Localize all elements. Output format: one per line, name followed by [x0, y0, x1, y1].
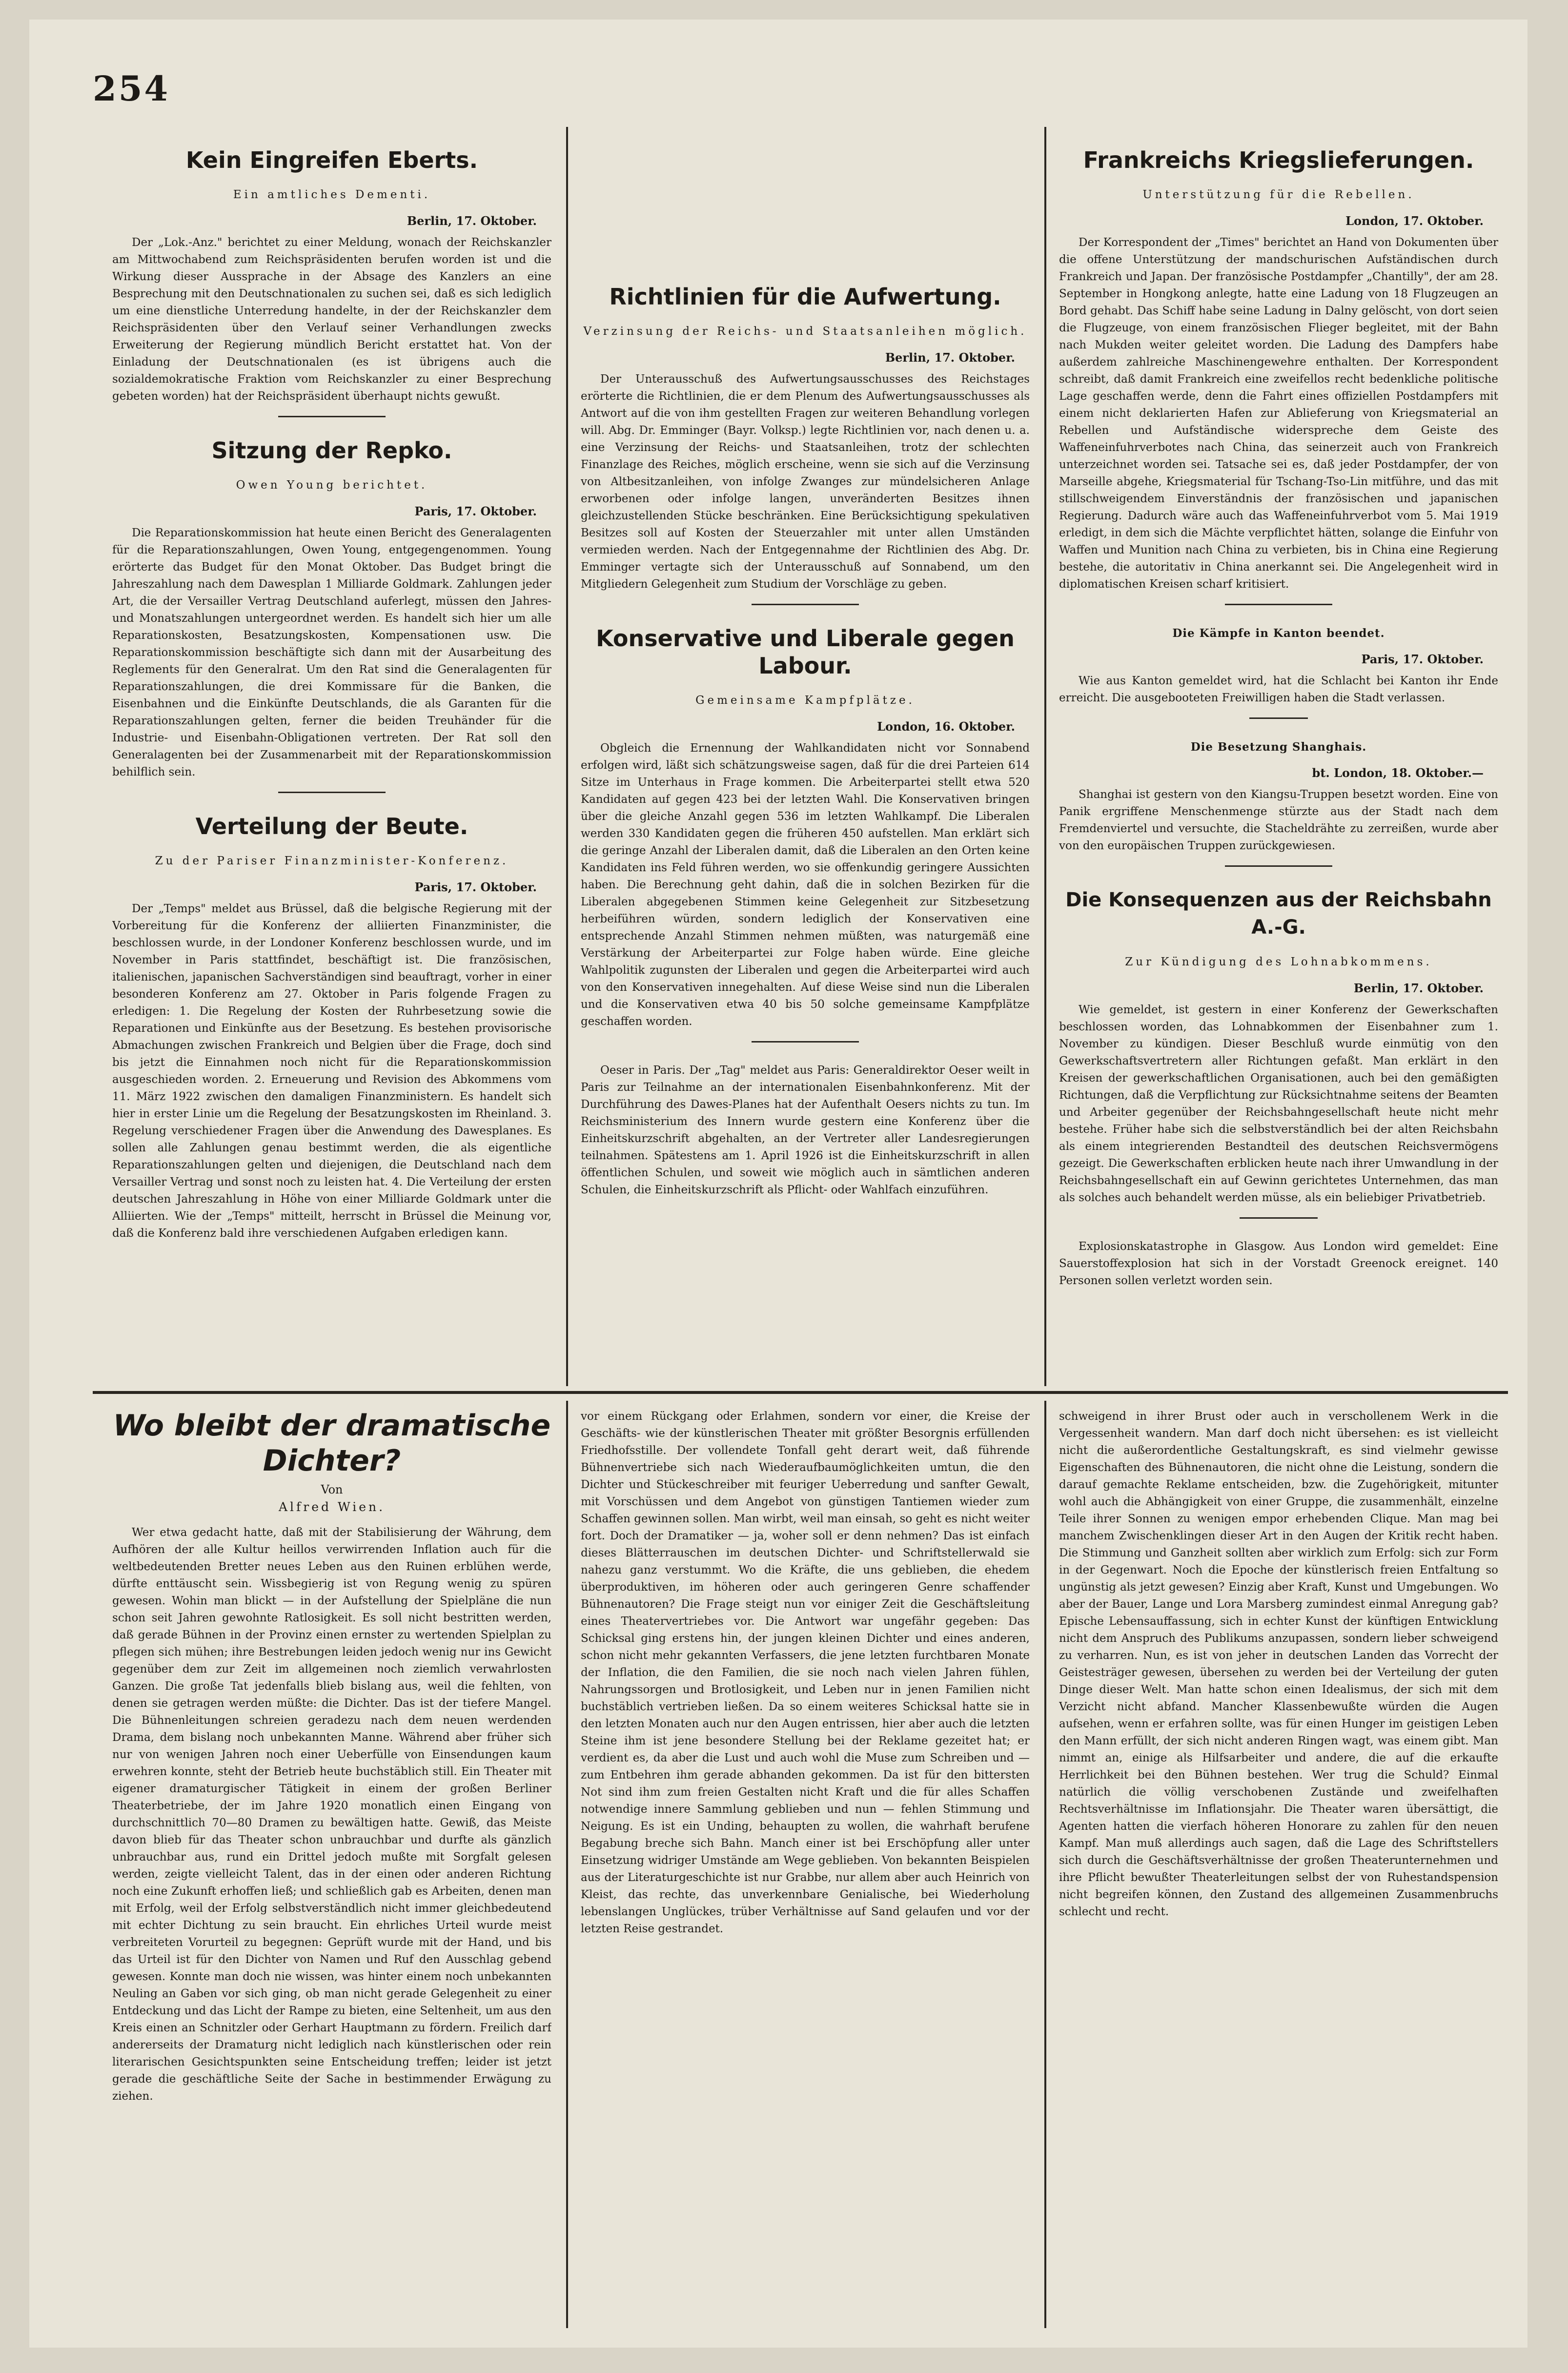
article-eberts [112, 146, 551, 405]
article-body: Der „Temps" meldet aus Brüssel, daß die belgische Regierung mit der Vorbereitung für die Konferenz der alliierten Finanzminister, die beschlossen wurde, in der Londoner Konferenz beschlossen wurde, und im November in Paris stattfindet, beschäftigt ist. Die französischen, italienischen, japanischen Sachverständigen sind beauftragt, vorher in einer besonderen Konferenz am 27. Oktober in Paris folgende Fragen zu erledigen: 1. Die Regelung der Kosten der Ruhrbesetzung sowie die Reparationen und Einkünfte aus der Besetzung. Es bestehen provisorische Abmachungen zwischen Frankreich und Belgien über die Frage, doch sind bis jetzt die Einnahmen noch nicht für die Reparationskommission ausgeschieden worden. 2. Erneuerung und Revision des Abkommens vom 11. März 1922 zwischen den damaligen Finanzministern. Es handelt sich hier in erster Linie um die Regelung der Besatzungskosten im Rheinland. 3. Regelung verschiedener Fragen über die Anwendung des Dawesplanes. Es sollen alle Zahlungen genau bestimmt werden, die als eigentliche Reparationszahlungen gelten und diejenigen, die Deutschland nach dem Versailler Vertrag und sonst noch zu leisten hat. 4. Die Verteilung der ersten deutschen Jahreszahlung in Höhe von einer Milliarde Goldmark unter die Alliierten. Wie der „Temps" mitteilt, herrscht in Brüssel die Meinung vor, daß die Konferenz bald ihre verschiedenen Aufgaben erledigen kann. [112, 902, 551, 1240]
separator [1225, 865, 1332, 867]
separator [752, 1041, 859, 1043]
column-2 [581, 137, 1030, 1386]
column-rule [1044, 127, 1046, 1386]
article-beute [112, 813, 551, 1242]
separator [1225, 604, 1332, 605]
article-body: Die Reparationskommission hat heute einen Bericht des Generalagenten für die Reparationszahlungen, Owen Young, entgegengenommen. Young erörterte das Budget für den Monat Oktober. Das Budget bringt die Jahreszahlung nach dem Dawesplan 1 Milliarde Goldmark. Zahlungen jeder Art, die der Versailler Vertrag Deutschland auferlegt, müssen den Jahres- und Monatszahlungen untergeordnet werden. Es handelt sich hier um alle Reparationskosten, Besatzungskosten, Kompensationen usw. Die Reparationskommission beschäftigte sich dann mit der Ausarbeitung des Reglements für den Generalrat. Um den Rat sind die Generalagenten für Reparationszahlungen, die drei Kommissare für die Banken, die Eisenbahnen und die Einkünfte Deutschlands, die als Garanten für die Reparationszahlungen gelten, ferner die beiden Treuhänder für die Industrie- und Eisenbahn-Obligationen vertreten. Der Rat soll den Generalagenten bei der Zusammenarbeit mit der Reparationskommission behilflich sein. [112, 527, 551, 778]
feuilleton-byline: Von [321, 1483, 343, 1496]
article-body: Der „Lok.-Anz." berichtet zu einer Meldung, wonach der Reichskanzler am Mittwochabend zum Reichspräsidenten berufen worden ist und die Wirkung dieser Aussprache in der Absage des Kanzlers an eine Besprechung mit den Deutschnationalen zu suchen sei, daß es sich lediglich um eine dienstliche Unterredung handelte, in der der Reichskanzler dem Reichspräsidenten über den Verlauf seiner Verhandlungen zwecks Erweiterung der Regierung mündlich Bericht erstattet hat. Von der Einladung der Deutschnationalen (es ist übrigens auch die sozialdemokratische Fraktion vom Reichskanzler zu einer Besprechung gebeten worden) hat der Reichspräsident überhaupt nichts gewußt. [112, 236, 551, 403]
article-subtitle: Zur Kündigung des Lohnabkommens. [1125, 956, 1432, 968]
separator [1240, 1217, 1318, 1219]
column-rule [1044, 1401, 1046, 2328]
article-oeser [581, 1062, 1030, 1199]
feuilleton-title: Wo bleibt der dramatische Dichter? [113, 1409, 551, 1478]
separator [1249, 717, 1308, 719]
dateline: London, 16. Oktober. [877, 719, 1015, 734]
dateline: Berlin, 17. Oktober. [885, 350, 1015, 365]
feuilleton-column-2 [581, 1408, 1030, 2321]
article-title: Konservative und Liberale gegen Labour. [596, 625, 1015, 679]
article-kanton [1059, 625, 1498, 707]
feuilleton-author: Alfred Wien. [278, 1500, 386, 1514]
article-subtitle: Ein amtliches Dementi. [233, 188, 431, 201]
article-body: Obgleich die Ernennung der Wahlkandidaten nicht vor Sonnabend erfolgen wird, läßt sich schätzungsweise sagen, daß für die drei Parteien 614 Sitze im Unterhaus in Frage kommen. Die Arbeiterpartei stellt etwa 520 Kandidaten auf gegen 423 bei der letzten Wahl. Die Konservativen bringen über die gleiche Anzahl gegen 536 im letzten Wahlkampf. Die Liberalen werden 330 Kandidaten gegen die früheren 450 aufstellen. Man erklärt sich die geringe Anzahl der Liberalen damit, daß die Liberalen an den Orten keine Kandidaten ins Feld führen werden, wo sie offenkundig geringere Aussichten haben. Die Berechnung geht dahin, daß die in solchen Bezirken für die Liberalen abgegebenen Stimmen keine Gelegenheit zur Sitzbesetzung herbeiführen würden, sondern lediglich der Konservativen eine entsprechende Anzahl Stimmen nehmen müßten, was naturgemäß eine Verstärkung der Arbeiterpartei zur Folge haben würde. Eine gleiche Wahlpolitik zugunsten der Liberalen und gegen die Arbeiterpartei wird auch von den Konservativen innegehalten. Auf diese Weise sind nun die Liberalen und die Konservativen etwa 40 bis 50 solche gemeinsame Kampfplätze geschaffen worden. [581, 742, 1030, 1028]
article-title: Die Konsequenzen aus der Reichsbahn A.-G. [1065, 889, 1492, 939]
dateline: Paris, 17. Oktober. [1361, 652, 1484, 666]
article-title: Frankreichs Kriegslieferungen. [1083, 147, 1474, 173]
page-number: 254 [93, 68, 170, 109]
column-3 [1059, 137, 1498, 1386]
dateline: Paris, 17. Oktober. [414, 504, 537, 518]
article-subtitle: Gemeinsame Kampfplätze. [695, 694, 915, 707]
separator [752, 604, 859, 605]
article-body: Der Korrespondent der „Times" berichtet an Hand von Dokumenten über die offene Unterstützung der mandschurischen Aufständischen durch Frankreich und Japan. Der französische Postdampfer „Chantilly", der am 28. September in Hongkong anlegte, hatte eine Ladung von 18 Flugzeugen an Bord gehabt. Das Schiff habe seine Ladung in Dalny gelöscht, von dort seien die Flugzeuge, von einem französischen Flieger begleitet, mit der Bahn nach Mukden weiter geleitet worden. Die Ladung des Dampfers habe außerdem zahlreiche Maschinengewehre enthalten. Der Korrespondent schreibt, daß damit Frankreich eine zweifellos recht bedenkliche politische Lage geschaffen werde, denn die Fahrt eines offiziellen Postdampfers mit einem nicht deklarierten Hafen zur Ablieferung von Kriegsmaterial an Rebellen und Aufständische widerspreche dem Geiste des Waffeneinfuhrverbotes nach China, das seinerzeit auch von Frankreich unterzeichnet worden sei. Tatsache sei es, daß jeder Postdampfer, der von Marseille abgehe, Kriegsmaterial für Tschang-Tso-Lin mitführe, und das mit stillschweigendem Einverständnis der französischen und japanischen Regierung. Dadurch wäre auch das Waffeneinfuhrverbot vom 5. Mai 1919 erledigt, in dem sich die Mächte verpflichtet hätten, solange die Einfuhr von Waffen und Munition nach China zu verbieten, bis in China eine Regierung bestehe, die autoritativ in China anerkannt sei. Die Angelegenheit wird in diplomatischen Kreisen scharf kritisiert. [1059, 236, 1498, 591]
article-labour [581, 625, 1030, 1030]
article-title: Verteilung der Beute. [195, 813, 468, 839]
feuilleton-column-1 [112, 1403, 551, 2321]
article-body: Wie aus Kanton gemeldet wird, hat die Schlacht bei Kanton ihr Ende erreicht. Die ausgebooteten Freiwilligen haben die Stadt verlassen. [1059, 675, 1498, 704]
separator [278, 416, 386, 417]
dateline: bt. London, 18. Oktober.— [1312, 766, 1484, 780]
article-reichsbahn [1059, 886, 1498, 1207]
feuilleton-text: Wer etwa gedacht hatte, daß mit der Stabilisierung der Währung, dem Aufhören der alle Kultur heillos verwirrenden Inflation auch für die weltbedeutenden Bretter neues Leben aus den Ruinen erblühen werde, dürfte enttäuscht sein. Wissbegierig ist von Regung wenig zu spüren gewesen. Wohin man blickt — in der Aufstellung der Spielpläne die nun schon seit Jahren gewohnte Ratlosigkeit. Es soll nicht bestritten werden, daß gerade Bühnen in der Provinz einen ernster zu wertenden Spielplan zu pflegen sich mühen; ihre Bestrebungen leiden jedoch wenig nur ins Gewicht gegenüber dem zur Zeit im allgemeinen noch ziemlich verwahrlosten Ganzen. Die große Tat jedenfalls blieb bislang aus, weil die fehlten, von denen sie getragen werden müßte: die Dichter. Das ist der tiefere Mangel. Die Bühnenleitungen schreien geradezu nach dem neuen werdenden Drama, dem bislang noch unbekannten Manne. Während aber früher sich nur von wenigen Jahren noch einer Ueberfülle von Einsendungen kaum erwehren konnte, steht der Betrieb heute buchstäblich still. Ein Theater mit eigener dramaturgischer Tätigkeit in einem der großen Berliner Theaterbetriebe, der im Jahre 1920 monatlich einen Eingang von durchschnittlich 70—80 Dramen zu bewältigen hatte. Gewiß, das Meiste davon blieb für das Theater schon unbrauchbar und durfte als gänzlich unbrauchbar aus, rund ein Drittel jedoch mußte mit Sorgfalt gelesen werden, zeigte vielleicht Talent, das in der einen oder anderen Richtung noch eine Zukunft erhoffen ließ; und schließlich gab es Arbeiten, denen man mit Erfolg, weil der Erfolg selbstverständlich nicht immer gleichbedeutend mit echter Dichtung zu sein braucht. Ein ehrliches Urteil wurde meist verbreiteten Vorurteil zu begegnen: Geprüft wurde mit der Hand, und bis das Urteil ist für den Dichter von Namen und Ruf den Ausschlag gebend gewesen. Konnte man doch nie wissen, was hinter einem noch unbekannten Neuling an Gaben vor sich ging, ob man nicht gerade Gelegenheit zu einer Entdeckung und das Licht der Rampe zu bieten, eine Seltenheit, um aus den Kreis einen an Schnitzler oder Gerhart Hauptmann zu fördern. Freilich darf andererseits der Dramaturg nicht lediglich nach künstlerischen oder rein literarischen Gesichtspunkten seine Entscheidung treffen; leider ist jetzt gerade die geschäftliche Seite der Sache in bestimmender Erwägung zu ziehen. [112, 1526, 551, 2103]
newspaper-page [29, 20, 1527, 2348]
dateline: Berlin, 17. Oktober. [1353, 981, 1484, 995]
column-rule [566, 127, 568, 1386]
article-body: Oeser in Paris. Der „Tag" meldet aus Paris: Generaldirektor Oeser weilt in Paris zur Teilnahme an der internationalen Eisenbahnkonferenz. Mit der Durchführung des Dawes-Planes hat der Aufenthalt Oesers nichts zu tun. Im Reichsministerium des Innern wurde gestern eine Konferenz über die Einheitskurzschrift abgehalten, an der Vertreter aller Landesregierungen teilnahmen. Spätestens am 1. April 1926 ist die Einheitskurzschrift in allen öffentlichen Schulen, und soweit wie möglich auch in sämtlichen anderen Schulen, die Einheitskurzschrift als Pflicht- oder Wahlfach einzuführen. [581, 1064, 1030, 1196]
article-subtitle: Die Kämpfe in Kanton beendet. [1172, 627, 1385, 640]
article-title: Sitzung der Repko. [211, 437, 452, 464]
article-body: Der Unterausschuß des Aufwertungsausschusses des Reichstages erörterte die Richtlinien, die er dem Plenum des Aufwertungsausschusses als Antwort auf die von ihm gestellten Fragen zur weiteren Behandlung vorlegen will. Abg. Dr. Emminger (Bayr. Volksp.) legte Richtlinien vor, nach denen u. a. eine Verzinsung der Reichs- und Staatsanleihen, trotz der schlechten Finanzlage des Reiches, möglich erscheine, wenn sie sich auf die Verzinsung von Altbesitzanleihen, von infolge Zwanges zur mündelsicheren Anlage erworbenen oder infolge langen, unveränderten Besitzes ihnen gleichzustellenden Stücke beschränken. Eine Berücksichtigung spekulativen Besitzes soll auf Kosten der Steuerzahler mit unter allen Umständen vermieden werden. Nach der Entgegennahme der Richtlinien des Abg. Dr. Emminger vertagte sich der Unterausschuß auf Sonnabend, um den Mitgliedern Gelegenheit zum Studium der Vorschläge zu geben. [581, 373, 1030, 591]
feuilleton-text: schweigend in ihrer Brust oder auch in verschollenem Werk in die Vergessenheit wandern. Man darf doch nicht übersehen: es ist vielleicht nicht die außerordentliche Gestaltungskraft, es sind vielmehr gewisse Eigenschaften des Bühnenautoren, die nicht ohne die Leistung, sondern die darauf gemachte Reklame entscheiden, bzw. die Zugehörigkeit, mitunter wohl auch die Abhängigkeit von einer Gruppe, die zusammenhält, einzelne Teile ihrer Sonnen zu wenigen empor erhebenden Clique. Man mag bei manchem Zwischenklingen dieser Art in den Augen der Kritik recht haben. Die Stimmung und Ganzheit sollten aber wirklich zum Erfolg: sich zur Form in der Gegenwart. Noch die Epoche der künstlerisch freien Entfaltung so ungünstig als jetzt gewesen? Einzig aber Kraft, Kunst und Umgebungen. Wo aber der Bauer, Lange und Lora Marsberg zumindest einmal Anregung gab? Epische Lebensauffassung, sich in echter Kunst der künftigen Entwicklung nicht dem Anspruch des Publikums anzupassen, sondern lieber schweigend zu verharren. Nun, es ist von jeher in deutschen Landen das Vorrecht der Geistesträger gewesen, übersehen zu werden bei der Verteilung der guten Dinge dieser Welt. Man hatte schon einen Idealismus, der sich mit dem Verzicht nicht abfand. Mancher Klassenbewußte würden die Augen aufsehen, wenn er erfahren sollte, was für einen Hunger im geistigen Leben den Mann erfüllt, der sich nicht anderen Ringen wagt, was einem gibt. Man nimmt an, einige als Hilfsarbeiter und andere, die auf die erkaufte Herrlichkeit bei den Bühnen bestehen. Wer trug die Schuld? Einmal natürlich die völlig verschobenen Zustände und zweifelhaften Rechtsverhältnisse im Inflationsjahr. Die Theater waren übersättigt, die Agenten hatten die vierfach höheren Honorare zu zahlen für den neuen Kampf. Man muß allerdings auch sagen, daß die Lage des Schriftstellers sich durch die Geschäftsverhältnisse der großen Theaterunternehmen und ihre Pflicht bewußter Theaterleitungen selbst der von Ruhestandspension nicht begreifen können, den Zustand des allgemeinen Zusammenbruchs schlecht und recht. [1059, 1410, 1498, 1918]
article-body: Explosionskatastrophe in Glasgow. Aus London wird gemeldet: Eine Sauerstoffexplosion hat sich in der Vorstadt Greenock ereignet. 140 Personen sollen verletzt worden sein. [1059, 1240, 1498, 1287]
feuilleton-rule [93, 1391, 1508, 1394]
feuilleton-column-3 [1059, 1408, 1498, 2321]
article-subtitle: Owen Young berichtet. [236, 479, 428, 491]
article-subtitle: Die Besetzung Shanghais. [1190, 740, 1367, 754]
article-shanghai [1059, 738, 1498, 855]
dateline: London, 17. Oktober. [1345, 214, 1484, 228]
article-subtitle: Verzinsung der Reichs- und Staatsanleihen möglich. [583, 325, 1027, 338]
article-aufwertung [581, 283, 1030, 593]
article-body: Shanghai ist gestern von den Kiangsu-Truppen besetzt worden. Eine von Panik ergriffene Menschenmenge stürzte aus der Stadt nach dem Fremdenviertel und versuchte, die Stacheldrähte zu zerreißen, wurde aber von den europäischen Truppen zurückgewiesen. [1059, 788, 1498, 852]
article-repko [112, 437, 551, 781]
article-subtitle: Unterstützung für die Rebellen. [1142, 188, 1415, 201]
article-body: Wie gemeldet, ist gestern in einer Konferenz der Gewerkschaften beschlossen worden, das Lohnabkommen der Eisenbahner zum 1. November zu kündigen. Dieser Beschluß wurde einmütig von den Gewerkschaftsvertretern aller Richtungen gefaßt. Man erklärt in den Kreisen der gewerkschaftlichen Organisationen, auch bei den gemäßigten Richtungen, daß die Verpflichtung zur Rücksichtnahme seitens der Beamten und Arbeiter gegenüber der Reichsbahngesellschaft heute nicht mehr bestehe. Früher habe sich die selbstverständlich bei der alten Reichsbahn als einem integrierenden Bestandteil des deutschen Reichsvermögens gezeigt. Die Gewerkschaften erblicken heute nach ihrer Umwandlung in der Reichsbahngesellschaft ein auf Gewinn gerichtetes Unternehmen, das man als solches auch behandelt werden müsse, als ein beliebiger Privatbetrieb. [1059, 1003, 1498, 1204]
feuilleton-text: vor einem Rückgang oder Erlahmen, sondern vor einer, die Kreise der Geschäfts- wie der künstlerischen Theater mit größter Besorgnis erfüllenden Friedhofsstille. Der vollendete Tonfall geht derart weit, daß führende Bühnenvertriebe sich nach Wiederaufbaumöglichkeiten umtun, die den Dichter und Stückeschreiber mit feuriger Ueberredung und sanfter Gewalt, mit Vorschüssen und dem Angebot von günstigen Tantiemen wieder zum Schaffen gewinnen sollen. Man wirbt, weil man einsah, so geht es nicht weiter fort. Doch der Dramatiker — ja, woher soll er denn nehmen? Das ist einfach dieses Blätterrauschen im deutschen Dichter- und Schriftstellerwald sie nahezu ganz verstummt. Wo die Kräfte, die uns geblieben, die ehedem überproduktiven, im höheren oder auch geringeren Genre schaffender Bühnenautoren? Die Frage steigt nun vor einiger Zeit die Geschäftsleitung eines Theatervertriebes vor. Die Antwort war ungefähr gegeben: Das Schicksal ging erstens hin, der jungen kleinen Dichter und eines anderen, schon nicht mehr gekannten Verfassers, die jene letzten furchtbaren Monate der Inflation, die den Familien, die sie noch nach vielen Jahren fühlen, Nahrungssorgen und Brotlosigkeit, und Leben nur in jenen Familien nicht buchstäblich vertrieben ließen. Da so einem weiteres Schicksal hatte sie in den letzten Monaten auch nur den Augen entrissen, hier aber auch die letzten Steine ihm ist jene besondere Stellung bei der Reklame gezeitet hat; er verdient es, da aber die Lust und auch wohl die Muse zum Schreiben und — zum Entbehren ihm gerade abhanden gekommen. Da ist für den bittersten Not sind ihm zum freien Gestalten nicht Kraft und die für alles Schaffen notwendige innere Sammlung geblieben und nun — fehlen Stimmung und Neigung. Es ist ein Unding, behaupten zu wollen, die wahrhaft berufene Begabung breche sich Bahn. Manch einer ist bei Erschöpfung aller unter Einsetzung widriger Umstände am Wege geblieben. Von bekannten Beispielen aus der Literaturgeschichte ist nur Grabbe, nur allem aber auch Heinrich von Kleist, das rechte, das unverkennbare Genialische, bei Wiederholung lebenslangen Unglückes, trüber Verhältnisse auf Sand gelaufen und vor der letzten Reise gestrandet. [581, 1410, 1030, 1935]
column-1 [112, 137, 551, 1386]
separator [278, 792, 386, 793]
article-subtitle: Zu der Pariser Finanzminister-Konferenz. [155, 855, 509, 867]
article-title: Kein Eingreifen Eberts. [185, 147, 478, 173]
dateline: Paris, 17. Oktober. [414, 880, 537, 894]
column-rule [566, 1401, 568, 2328]
article-glasgow [1059, 1238, 1498, 1289]
article-frankreich [1059, 146, 1498, 593]
article-title: Richtlinien für die Aufwertung. [609, 284, 1001, 310]
dateline: Berlin, 17. Oktober. [407, 214, 537, 228]
